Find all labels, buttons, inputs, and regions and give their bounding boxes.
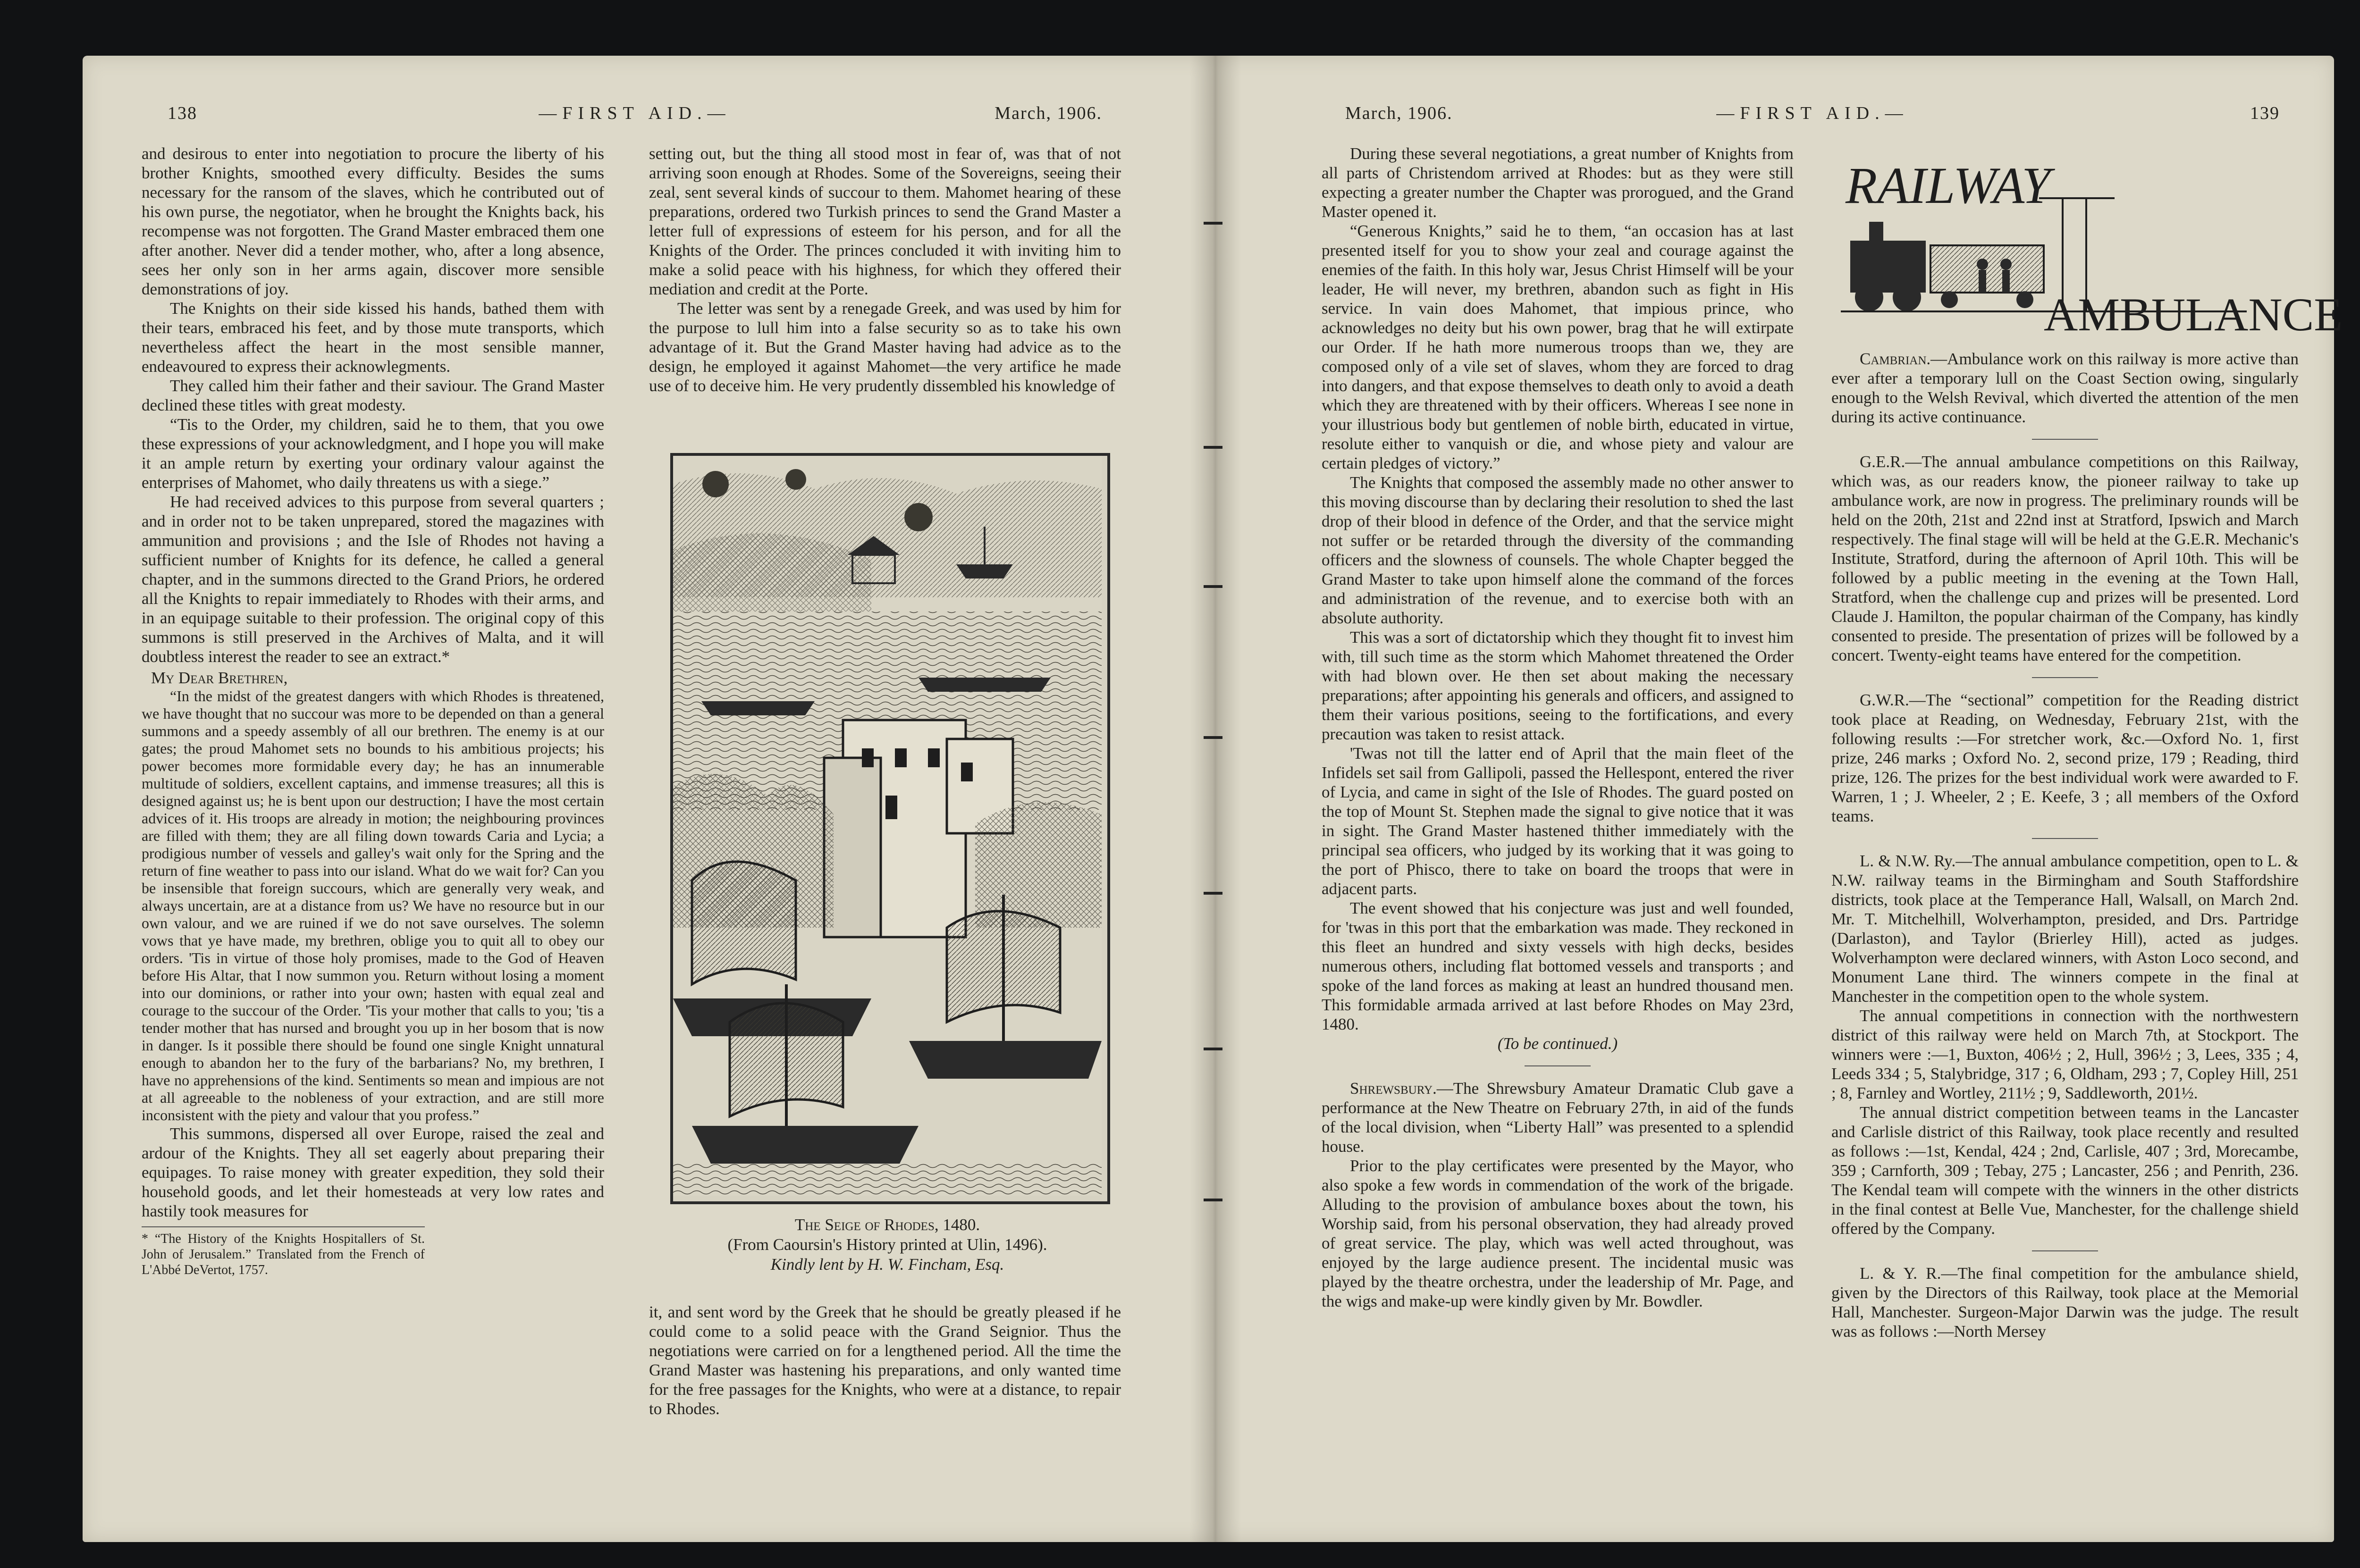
journal-title: —FIRST AID.—: [1716, 103, 1909, 123]
section-divider: [2032, 838, 2098, 839]
section-divider: [2032, 677, 2098, 678]
logo-title-top: RAILWAY: [1846, 157, 2051, 214]
binding-stitch: [1204, 446, 1222, 449]
caption-credit: Kindly lent by H. W. Fincham, Esq.: [770, 1255, 1004, 1274]
footnote: * “The History of the Knights Hospitallers of St. John of Jerusalem.” Translated from the French of L'Abbé DeVertot, 1757.: [142, 1226, 425, 1278]
paragraph: “Generous Knights,” said he to them, “an occasion has at last presented itself for you to show your zeal and courage against the enemies of the faith. In this holy war, Jesus Christ Himself will be your leader, He will never, my brethren, abandon such as fight in His service. In vain does Mahomet, that impious prince, who acknowledges no deity but his own power, brag that he will extirpate our Order. If he hath more numerous troops than we, they are composed only of a vile set of slaves, whom they are forced to drag into dangers, and that expose themselves to death only to avoid a death which they are threatened with by their officers. Whereas I see none in your illustrious body but gentlemen of noble birth, educated in virtue, resolute either to vanquish or die, and whose piety and valour are certain pledges of victory.”: [1322, 222, 1794, 472]
left-page-header: [168, 99, 1102, 127]
left-column-2-top: [649, 144, 1121, 436]
section-divider: [2032, 439, 2098, 440]
paragraph: This summons, dispersed all over Europe, raised the zeal and ardour of the Knights. They all set eagerly about preparing their equipages. To raise money with greater expedition, they sold their household goods, and let their homesteads at very low rates and hastily took measures for: [142, 1124, 604, 1220]
letter-salutation: My Dear Brethren,: [151, 669, 288, 687]
right-column-1: [1322, 144, 1794, 1456]
logo-title-bottom: AMBULANCE: [2044, 288, 2343, 341]
binding-stitch: [1204, 222, 1222, 225]
woodcut-illustration: [673, 456, 1102, 1196]
paragraph: They called him their father and their saviour. The Grand Master declined these titles with great modesty.: [142, 377, 604, 414]
paragraph: The letter was sent by a renegade Greek, and was used by him for the purpose to lull him into a false security so as to take his own advantage of it. But the Grand Master having had advice as to the design, he employed it against Mahomet—the very artifice he made use of to deceive him. He very prudently dissembled his knowledge of: [649, 299, 1121, 395]
left-column-2-bottom: [649, 1302, 1121, 1453]
railway-ambulance-logo: [1841, 151, 2343, 341]
paragraph: G.W.R.—The “sectional” competition for the Reading district took place at Reading, on Wednesday, February 21st, with the following results :—For stretcher work, &c.—Oxford No. 1, first prize, 246 marks ; Oxford No. 2, second prize, 179 ; Reading, third prize, 126. The prizes for the best individual work were awarded to F. Warren, 1 ; J. Wheeler, 2 ; E. Keefe, 3 ; all members of the Oxford teams.: [1831, 691, 2299, 825]
binding-stitch: [1204, 585, 1222, 588]
paragraph: —Ambulance work on this railway is more active than ever after a temporary lull on the Coast Section owing, singularly enough to the Welsh Revival, which diverted the attention of the men during its active continuance.: [1831, 350, 2299, 426]
caption-source: (From Caoursin's History printed at Ulin, 1496).: [727, 1235, 1047, 1254]
section-lead: Cambrian.: [1860, 350, 1931, 368]
paragraph: —The Shrewsbury Amateur Dramatic Club gave a performance at the New Theatre on February 27th, in aid of the funds of the local division, when “Liberty Hall” was presented to a splendid house.: [1322, 1079, 1794, 1156]
to-be-continued: (To be continued.): [1497, 1034, 1618, 1053]
paragraph: G.E.R.—The annual ambulance competitions on this Railway, which was, as our readers know, the pioneer railway to take up ambulance work, are now in progress. The preliminary rounds will be held on the 20th, 21st and 22nd inst at Stratford, Ipswich and March respectively. The final stage will will be held at the G.E.R. Mechanic's Institute, Stratford, during the afternoon of April 10th. This will be followed by a public meeting in the evening at the Town Hall, Stratford, when the challenge cup and prizes will be presented. Lord Claude J. Hamilton, the popular chairman of the Company, has kindly consented to preside. The presentation of prizes will be followed by a concert. Twenty-eight teams have entered for the competition.: [1831, 453, 2299, 664]
right-column-2: [1831, 349, 2299, 1453]
binding-stitch: [1204, 736, 1222, 739]
section-divider: [2032, 1250, 2098, 1251]
paragraph: “Tis to the Order, my children, said he to them, that you owe these expressions of your acknowledgment, and I hope you will make it an ample return by exerting your ordinary valour against the enterprises of Mahomet, who daily threatens us with a siege.”: [142, 415, 604, 492]
paragraph: it, and sent word by the Greek that he should be greatly pleased if he could come to a solid peace with the Grand Seignior. Thus the negotiations were carried on for a lengthened period. All the time the Grand Master was hastening his preparations, and only wanted time for the free passages for the Knights, who were at a distance, to repair to Rhodes.: [649, 1303, 1121, 1418]
section-divider: [1525, 1065, 1591, 1066]
paragraph: He had received advices to this purpose from several quarters ; and in order not to be taken unprepared, stored the magazines with ammunition and provisions ; and the Isle of Rhodes not having a sufficient number of Knights for its defence, he called a general chapter, and in the summons directed to the Grand Priors, he ordered all the Knights to repair immediately to Rhodes with their arms, and in an equipage suitable to their profession. The original copy of this summons is still preserved in the Archives of Malta, and it will doubtless interest the reader to see an extract.*: [142, 493, 604, 666]
journal-title: —FIRST AID.—: [539, 103, 731, 123]
page-number: 138: [168, 103, 197, 123]
paragraph: 'Twas not till the latter end of April that the main fleet of the Infidels set sail from Gallipoli, passed the Hellespont, entered the river of Lycia, and came in sight of the Isle of Rhodes. The guard posted on the top of Mount St. Stephen made the signal to give notice that it was in sight. The Grand Master hastened thither immediately with the principal sea officers, who judged by its working that it was going to the port of Phisco, there to take on board the troops that were in adjacent parts.: [1322, 744, 1794, 898]
left-column-1: [142, 144, 604, 1451]
paragraph: The Knights that composed the assembly made no other answer to this moving discourse than by declaring their resolution to shed the last drop of their blood in defence of the Order, and that the service might not suffer or be retarded through the diversity of the commanding officers and the slowness of counsels. The whole Chapter begged the Grand Master to take upon himself alone the command of the forces and administration of the revenue, and to exercise both with an absolute authority.: [1322, 473, 1794, 627]
paragraph: The annual competitions in connection with the northwestern district of this railway were held on March 7th, at Stockport. The winners were :—1, Buxton, 406½ ; 2, Hull, 396½ ; 3, Lees, 335 ; 4, Leeds 334 ; 5, Stalybridge, 317 ; 6, Oldham, 293 ; 7, Copley Hill, 251 ; 8, Farnley and Wortley, 211½ ; 9, Saddleworth, 201½.: [1831, 1006, 2299, 1102]
paragraph: setting out, but the thing all stood most in fear of, was that of not arriving soon enough at Rhodes. Some of the Sovereigns, seeing their zeal, sent several kinds of succour to them. Mahomet hearing of these preparations, ordered two Turkish princes to send the Grand Master a letter full of expressions of esteem for his person, and for all the Knights of the Order. The princes concluded it with inviting him to make a solid peace with his highness, for which they offered their mediation and credit at the Porte.: [649, 144, 1121, 298]
paragraph: Prior to the play certificates were presented by the Mayor, who also spoke a few words in commendation of the work of the brigade. Alluding to the provision of ambulance boxes about the town, his Worship said, from his personal observation, they had already proved of great service. The play, which was well acted throughout, was enjoyed by the large audience present. The incidental music was played by the theatre orchestra, under the leadership of Mr. Page, and the wigs and make-up were kindly given by Mr. Bowdler.: [1322, 1157, 1794, 1310]
binding-stitch: [1204, 1199, 1222, 1201]
right-page-header: [1345, 99, 2280, 127]
page-number: 139: [2250, 103, 2280, 123]
figure-caption: [651, 1215, 1123, 1275]
paragraph: L. & N.W. Ry.—The annual ambulance competition, open to L. & N.W. railway teams in the Birmingham and South Staffordshire districts, took place at the Temperance Hall, Walsall, on March 2nd. Mr. T. Mitchelhill, Wolverhampton, presided, and Drs. Partridge (Darlaston), and Taylor (Brierley Hill), acted as judges. Wolverhampton were declared winners, with Aston Loco second, and Monument Lane third. The winners compete in the final at Manchester in the competition open to the whole system.: [1831, 852, 2299, 1006]
paragraph: The Knights on their side kissed his hands, bathed them with their tears, embraced his feet, and by those mute transports, which nevertheless affect the heart in the most sensible manner, endeavoured to express their acknowlegments.: [142, 299, 604, 376]
paragraph: and desirous to enter into negotiation to procure the liberty of his brother Knights, smoothed every difficulty. Besides the sums necessary for the ransom of the slaves, which he contributed out of his own purse, the negotiator, when he brought the Knights back, his recompense was not forgotten. The Grand Master embraced them one after another. Never did a tender mother, who, after a long absence, sees her only son in her arms again, discover more sensible demonstrations of joy.: [142, 144, 604, 298]
binding-gutter: [1189, 56, 1241, 1542]
paragraph: During these several negotiations, a great number of Knights from all parts of Christendom arrived at Rhodes: but as they were still expecting a greater number the Chapter was prorogued, and the Grand Master opened it.: [1322, 144, 1794, 221]
binding-stitch: [1204, 892, 1222, 895]
paragraph: The annual district competition between teams in the Lancaster and Carlisle district of this Railway, took place recently and resulted as follows :—1st, Kendal, 424 ; 2nd, Carlisle, 407 ; 3rd, Morecambe, 359 ; Carnforth, 309 ; Tebay, 275 ; Lancaster, 256 ; and Penrith, 236. The Kendal team will compete with the winners in the other districts in the final contest at Belle Vue, Manchester, for the challenge shield offered by the Company.: [1831, 1103, 2299, 1238]
paragraph: The event showed that his conjecture was just and well founded, for 'twas in this port that the embarkation was made. They reckoned in this fleet an hundred and sixty vessels with high decks, besides numerous others, including flat bottomed vessels and transports ; and spoke of the land forces as making at least an hundred thousand men. This formidable armada arrived at last before Rhodes on May 23rd, 1480.: [1322, 899, 1794, 1033]
siege-of-rhodes-woodcut: [670, 453, 1110, 1204]
railway-ambulance-logo-art: [1841, 151, 2343, 341]
section-lead: Shrewsbury.: [1350, 1079, 1437, 1098]
paragraph: L. & Y. R.—The final competition for the ambulance shield, given by the Directors of this Railway, took place at the Memorial Hall, Manchester. Surgeon-Major Darwin was the judge. The result was as follows :—North Mersey: [1831, 1264, 2299, 1341]
issue-date: March, 1906.: [1345, 103, 1453, 123]
caption-title: The Seige of Rhodes, 1480.: [794, 1216, 980, 1234]
issue-date: March, 1906.: [995, 103, 1102, 123]
paragraph: This was a sort of dictatorship which they thought fit to invest him with, till such time as the storm which Mahomet threatened the Order with had blown over. He then set about making the necessary preparations; after appointing his generals and officers, and assigned to them their various positions, seeing to the fortifications, and every precaution was taken to resist attack.: [1322, 628, 1794, 743]
binding-stitch: [1204, 1048, 1222, 1050]
letter-body: “In the midst of the greatest dangers with which Rhodes is threatened, we have thought that no succour was more to be depended on than a general summons and a speedy assembly of all our brethren. The enemy is at our gates; the proud Mahomet sets no bounds to his ambitious projects; his power becomes more formidable every day; he has an innumerable multitude of soldiers, excellent captains, and immense treasures; all this is designed against us; he is bent upon our destruction; I have the most certain advices of it. His troops are already in motion; the neighbouring provinces are filled with them; they are all filing down towards Caria and Lycia; a prodigious number of vessels and galley's wait only for the Spring and the return of fine weather to pass into our island. What do we wait for? Can you be insensible that foreign succours, which are generally very weak, and always uncertain, are at a distance from us? We have no resource but in our own valour, and we are ruined if we do not save ourselves. The solemn vows that ye have made, my brethren, oblige you to quit all to obey our orders. 'Tis in virtue of those holy promises, made to the God of Heaven before His Altar, that I now summon you. Return without losing a moment into our dominions, or rather into your own; hasten with equal zeal and courage to the succour of the Order. 'Tis your mother that calls to you; 'tis a tender mother that has nursed and brought you up in her bosom that is now in danger. Is it possible there should be found one single Knight unnatural enough to abandon her to the fury of the barbarians? No, my brethren, I have no apprehensions of the kind. Sentiments so mean and impious are not at all agreeable to the nobleness of your extraction, and are still more inconsistent with the piety and valour that you profess.”: [142, 688, 604, 1124]
